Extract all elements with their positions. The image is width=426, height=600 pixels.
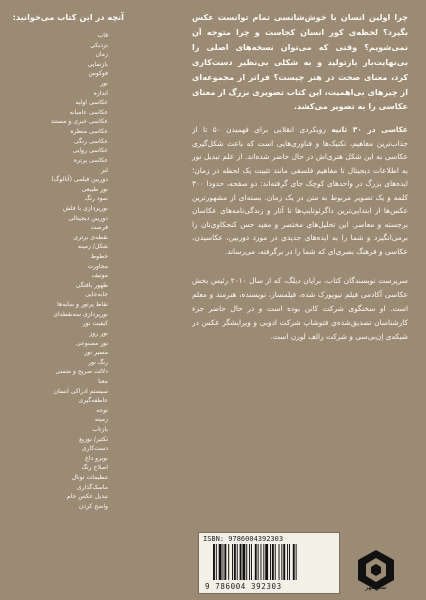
toc-item: دست‌کاری <box>81 445 108 453</box>
toc-item: مجاورت <box>87 262 108 270</box>
toc-item: اصلاح رنگ <box>81 464 108 472</box>
toc-item: رنگ‌ نور <box>88 358 108 366</box>
toc-item: عکاسی عامیانه <box>69 108 108 116</box>
toc-item: نوبزو داغ <box>85 454 108 462</box>
toc-item: لنز <box>100 166 108 174</box>
toc-item: عکاسی خبری و مستند <box>50 118 108 126</box>
toc-item: تبدیل عکس خام <box>66 493 108 501</box>
toc-item: بازنمایی <box>87 60 108 68</box>
toc-item: فرصت <box>90 224 108 232</box>
toc-item: نور <box>100 80 108 88</box>
barcode <box>198 532 340 594</box>
toc-item: خطوط <box>90 253 108 261</box>
description-lead: عکاسی در ۳۰ ثانیه <box>331 125 408 135</box>
description-paragraph <box>192 123 408 258</box>
toc-item: قاب <box>97 32 108 39</box>
toc-item: دلالت صریح و ضمنی <box>55 368 108 376</box>
toc-item: عکاسی روایی <box>72 147 108 155</box>
toc-item: دوربین فیلمی (آنالوگ) <box>51 176 108 184</box>
toc-item: عاطفه‌گیری <box>78 397 108 405</box>
barcode-bars <box>213 544 325 580</box>
toc-item: دوربین دیجیتالی <box>68 214 108 222</box>
intro-paragraph: چرا اولین انسان با خوش‌شانسی تمام توانست عکس بگیرد؟ لحظه‌ی کور انسان کجاست و چرا متوجه آن نمی‌شویم؟ وقتی که می‌توان نسخه‌های اصلی را بی‌نهایت‌بار بازتولید و به شکلی بی‌نظیر دست‌کاری کرد، معنای صحت در هنر چیست؟ فراتر از مجموعه‌ای از چیزهای بی‌اهمیت، این کتاب تصویری بزرگ از معنای عکاسی را به تصویر می‌کشد. <box>192 12 408 112</box>
publisher-name: نشر مهر <box>365 584 387 591</box>
toc-item: عکاسی منظره <box>70 128 108 136</box>
toc-item: اندازه <box>93 89 108 97</box>
toc-item: نمود رنگ <box>84 195 108 203</box>
toc-item: نقطه‌ی برتری <box>73 233 108 241</box>
table-of-contents <box>14 12 124 596</box>
toc-list <box>14 31 124 511</box>
toc-item: نور طبیعی <box>81 185 108 193</box>
toc-item: تکثیر/ توزیع <box>79 435 108 443</box>
toc-item: واضح کردن <box>78 502 108 510</box>
isbn-digits: 9 786004 392303 <box>205 582 282 591</box>
toc-item: سیستم ادراکی انسان <box>53 387 108 395</box>
toc-item: عکاسی پرتره <box>73 156 108 164</box>
toc-item: نور مصنوعی <box>76 339 108 347</box>
toc-item: عکاسی اولیه <box>75 99 108 107</box>
toc-item: شکل/ زمینه <box>77 243 108 251</box>
toc-item: توجه <box>96 406 108 414</box>
toc-item: نزدیکی <box>90 41 108 49</box>
description-body: رویکردی انقلابی برای فهمیدن ۵۰ تا از جذاب‌ترین مفاهیم، تکنیک‌ها و فناوری‌هایی است که باعث شکل‌گیری عکاسی به این شکل هنری‌اش در حال حاضر شده‌اند. از علم تبدیل نور به اطلاعات دیجیتال تا مفاهیم فلسفی مانند تثبیت یک لحظه در زمان؛ ایده‌های بزرگ در واحدهای کوچک جای گرفته‌اند: دو صفحه، حدودا ۳۰۰ کلمه و یک تصویر مربوط به متن در یک زمان. بسته‌ای از مشهورترین عکس‌ها از ابتدایی‌ترین داگرئوتایپ‌ها تا آثار و زندگی‌نامه‌های عکاسان برجسته و معاصر. این تحلیل‌های مختصر و مفید حس کنجکاوی‌تان را برمی‌انگیزد و شما را به ایده‌های جدیدی در مورد دوربین، عکاسیدن، عکاسی و فرهنگ بصری‌ای که شما را در برگرفته، می‌رساند. <box>192 125 408 256</box>
isbn-label: ISBN: 9786004392303 <box>203 535 284 543</box>
toc-item: نورپردازی سه‌نقطه‌ای <box>53 310 108 318</box>
toc-item: تنظیمات تونال <box>71 474 108 482</box>
toc-item: عکاسی رنگی <box>73 137 108 145</box>
toc-item: موتیف <box>91 272 108 280</box>
toc-item: مسیر نور <box>84 349 108 357</box>
toc-item: کیفیت نور <box>82 320 108 328</box>
toc-item: معنا <box>98 377 108 385</box>
toc-item: زمان <box>95 51 108 59</box>
toc-item: جابه‌جایی <box>85 291 108 299</box>
author-paragraph <box>192 274 408 344</box>
author-body: که از سال ۲۰۱۰ رئیس بخش عکاسی آکادمی فیلم نیویورک شده، فیلمساز، نویسنده، هنرمند و معلم است. او سخنگوی شرکت کانن بوده است و در حال حاضر جزء کارشناسان تصدیق‌شده‌ی فتوشاپ شرکت ادوبی و ویرایشگر عکس در شبکه‌ی اِن‌بی‌سی و شرکت رالف لورن است. <box>192 276 408 342</box>
toc-item: فوکوس <box>88 70 108 78</box>
toc-item: زمینه <box>94 416 108 424</box>
toc-item: نقاط پرنور و سایه‌ها <box>57 301 108 309</box>
toc-item: ماسک‌گذاری <box>76 483 108 491</box>
toc-title: آنچه در این کتاب می‌خوانید: <box>12 12 124 22</box>
author-lead: سرپرست نویسندگان کتاب، برایان دیلگ، <box>283 276 408 286</box>
toc-item: بازتاب <box>92 425 108 433</box>
toc-item: نورپردازی با فلش <box>62 204 108 212</box>
toc-item: نور روز <box>89 329 108 337</box>
toc-item: ظهور بافتگی <box>75 281 108 289</box>
description-column <box>192 10 408 352</box>
